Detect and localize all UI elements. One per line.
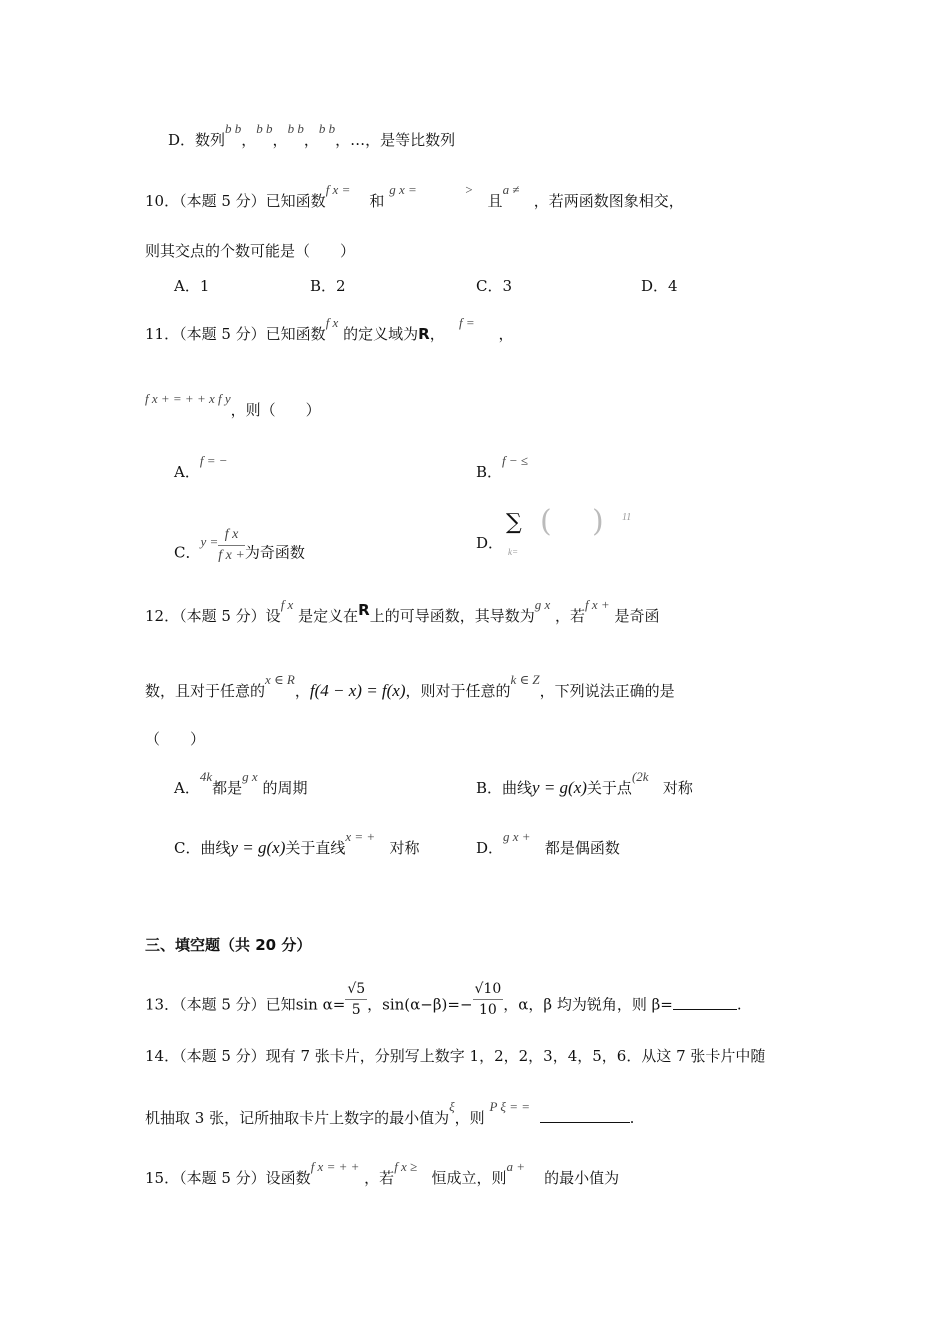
- fraction-sqrt5-over-5: [345, 979, 367, 1020]
- q10-option-c: C．3: [476, 277, 513, 295]
- option-label: C．: [174, 543, 201, 562]
- q12-line2-a: 数，且对于任意的: [145, 682, 266, 700]
- q9-option-d: D．数列b b，b b，b b，b b，…，是等比数列: [168, 121, 456, 149]
- option-c-fraction: [218, 525, 245, 566]
- paren-right: ): [592, 504, 604, 539]
- section-title: 三、填空题（共 20 分）: [145, 936, 312, 954]
- q14-text1: （本题 5 分）现有 7 张卡片，分别写上数字 1，2，2，3，4，5，6．从这 7 张卡片中随: [179, 1047, 766, 1065]
- question-points: （本题 5 分）设: [179, 607, 281, 625]
- reals-symbol: R: [358, 601, 370, 619]
- option-label: D．: [476, 839, 504, 857]
- fraction-numerator: √5: [345, 979, 367, 1000]
- a-plus: a +: [506, 1159, 526, 1174]
- question-number: 15．: [145, 1169, 180, 1187]
- seq-term-4: b b: [318, 121, 336, 136]
- if-word: ，若: [364, 1169, 395, 1187]
- function-f: f x: [325, 315, 339, 330]
- f-shift: f x +: [585, 597, 610, 612]
- q9-option-d-label: D．数列: [168, 131, 226, 149]
- option-c-text: 关于直线: [285, 839, 346, 857]
- q15-stem: [145, 1159, 620, 1189]
- option-label: B．: [476, 463, 503, 481]
- option-label: A．: [174, 779, 200, 797]
- option-c-tail: 对称: [389, 839, 420, 857]
- function-f: f x: [280, 597, 294, 612]
- fraction-denominator: 5: [351, 1002, 361, 1018]
- probability-expr: P ξ = =: [489, 1099, 531, 1114]
- option-c-line: x = +: [345, 829, 376, 844]
- question-points: （本题 5 分）设函数: [179, 1169, 311, 1187]
- option-b-expr: f − ≤: [502, 453, 529, 468]
- q12-line2-c: ，下列说法正确的是: [539, 682, 675, 700]
- option-b-point: (2k: [631, 769, 649, 784]
- function-f: f x =: [325, 182, 351, 197]
- seq-term-1: b b: [225, 121, 242, 136]
- q9-option-d-tail: ，…，是等比数列: [335, 131, 456, 149]
- q14-stem: [145, 1046, 765, 1066]
- option-d-tail: 都是偶函数: [544, 839, 620, 857]
- f-ge: f x ≥: [394, 1159, 418, 1174]
- fraction-sqrt10-over-10: [473, 979, 504, 1020]
- option-a-text2: 的周期: [262, 779, 308, 797]
- q10-option-b: B．2: [310, 277, 346, 295]
- option-b-text: 关于点: [586, 779, 632, 797]
- question-number: 11．: [145, 325, 180, 343]
- q12-option-a: [174, 769, 308, 799]
- paren-left: (: [540, 504, 552, 539]
- x-in-R: x ∈ R: [265, 672, 295, 687]
- xi-symbol: ξ: [449, 1099, 455, 1114]
- question-points: （本题 5 分）已知函数: [179, 325, 326, 343]
- option-label: B．曲线: [476, 779, 533, 797]
- q13-tail: ，α，β 均为锐角，则 β=: [503, 995, 673, 1014]
- option-label: C．曲线: [174, 839, 231, 857]
- q12-text2: 上的可导函数，其导数为: [369, 607, 535, 625]
- function-g: g x: [534, 597, 551, 612]
- q11-functional-eq: [145, 391, 321, 421]
- qie-word: 且: [487, 192, 503, 210]
- option-a-expr: 4k: [199, 769, 213, 784]
- symmetry-equation: f(4 − x) = f(x): [309, 681, 406, 700]
- option-label: D．: [476, 534, 504, 552]
- option-a-g: g x: [242, 769, 258, 784]
- q15-text: 恒成立，则: [431, 1169, 507, 1187]
- option-d-expr: g x +: [503, 829, 531, 844]
- q12-option-c: [174, 829, 420, 859]
- q11-option-c: [174, 527, 305, 574]
- option-b-tail: 对称: [662, 779, 693, 797]
- domain-text: 的定义域为: [343, 325, 419, 343]
- comma: ，: [498, 325, 514, 343]
- question-points: （本题 5 分）已知函数: [179, 192, 326, 210]
- function-f: f x = + +: [310, 1159, 360, 1174]
- seq-term-3: b b: [287, 121, 304, 136]
- q12-stem-line3: （ ）: [145, 730, 206, 748]
- q11-option-d: [476, 533, 503, 553]
- q11-option-b: [476, 453, 529, 483]
- sum-lower-index: k=: [508, 547, 519, 557]
- summation-icon: ∑: [506, 510, 522, 535]
- q12-text4: 是奇函: [614, 607, 660, 625]
- comma: ，: [429, 325, 445, 343]
- q12-text3: ，若: [555, 607, 586, 625]
- q14-stem-line2: [145, 1099, 635, 1129]
- q15-tail: 的最小值为: [544, 1169, 620, 1187]
- period: .: [736, 995, 742, 1014]
- fraction-denominator: 10: [478, 1002, 497, 1018]
- sum-upper: 11: [622, 512, 632, 523]
- seq-term-2: b b: [256, 121, 273, 136]
- question-number: 10．: [145, 192, 180, 210]
- q12-stem: [145, 597, 660, 627]
- option-a-expr: f = −: [199, 453, 228, 468]
- q11-line2-tail: ，则（ ）: [230, 401, 321, 419]
- q11-stem: [145, 315, 514, 345]
- answer-blank[interactable]: [673, 1009, 737, 1010]
- q10-option-d: D．4: [641, 277, 678, 295]
- q12-line2-b: ，则对于任意的: [405, 682, 511, 700]
- option-label: A．: [174, 463, 200, 481]
- q10-stem-line2: 则其交点的个数可能是（ ）: [145, 242, 356, 260]
- q14-line2: 机抽取 3 张，记所抽取卡片上数字的最小值为: [145, 1109, 450, 1127]
- and-word: 和: [369, 192, 385, 210]
- q10-stem: [145, 182, 684, 212]
- a-neq: a ≠: [502, 182, 520, 197]
- q10-tail: ，若两函数图象相交，: [533, 192, 684, 210]
- question-number: 13．: [145, 995, 180, 1014]
- reals-symbol: R: [418, 325, 430, 343]
- sin-diff: ，sin(α−β)=−: [367, 995, 473, 1014]
- gt-sign: >: [464, 182, 474, 197]
- q12-option-b: [476, 769, 693, 799]
- question-number: 14．: [145, 1047, 180, 1065]
- answer-blank[interactable]: [540, 1122, 630, 1123]
- fraction-numerator: f x: [218, 525, 245, 546]
- functional-equation: f x + = + + x f y: [145, 391, 231, 406]
- question-points: （本题 5 分）已知: [179, 995, 296, 1014]
- q10-option-a: A．1: [174, 277, 210, 295]
- q12-option-d: [476, 829, 620, 859]
- period: .: [629, 1109, 635, 1127]
- fraction-denominator: f x +: [218, 548, 245, 563]
- function-g: g x =: [389, 182, 417, 197]
- q12-text1: 是定义在: [298, 607, 359, 625]
- option-a-text1: 都是: [212, 779, 243, 797]
- q13-stem: [145, 981, 742, 1026]
- f-given: f =: [459, 315, 475, 330]
- option-c-tail: 为奇函数: [244, 543, 305, 562]
- fraction-numerator: √10: [473, 979, 504, 1000]
- question-number: 12．: [145, 607, 180, 625]
- q11-option-a: [174, 453, 228, 483]
- option-c-eq: y = g(x): [230, 838, 286, 857]
- sin-alpha: sin α=: [295, 995, 346, 1014]
- then-word: ，则: [454, 1109, 485, 1127]
- option-b-eq: y = g(x): [532, 778, 587, 797]
- option-c-y: y =: [200, 533, 219, 549]
- k-in-Z: k ∈ Z: [510, 672, 540, 687]
- q12-stem-line2: 数，且对于任意的x ∈ R，f(4 − x) = f(x)，则对于任意的k ∈ Z，下列说法正确的是: [145, 672, 675, 700]
